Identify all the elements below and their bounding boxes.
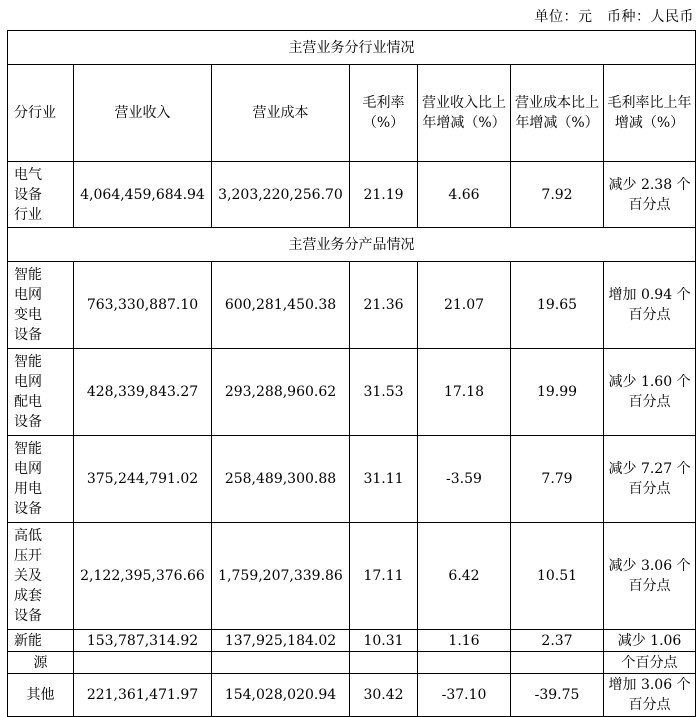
row-margin-change: 个百分点 [604,652,696,674]
row-margin: 30.42 [350,674,418,717]
row-cost: 3,203,220,256.70 [212,162,350,228]
table-row [8,630,696,652]
row-category: 电气设备行业 [8,162,74,228]
empty-cell [350,652,418,674]
row-cost: 258,489,300.88 [212,436,350,523]
section-row-product [8,228,696,262]
table-row [8,436,696,523]
row-category: 智能电网配电设备 [8,349,74,436]
row-cost-change: 19.65 [511,262,604,349]
empty-cell [511,652,604,674]
table-row [8,674,696,717]
row-margin-change: 增加 3.06 个百分点 [604,674,696,717]
row-margin-change: 减少 1.60 个百分点 [604,349,696,436]
row-margin-change: 减少 1.06 [604,630,696,652]
table-row [8,262,696,349]
header-margin-change: 毛利率比上年增减（%） [604,65,696,162]
section-title-industry: 主营业务分行业情况 [8,31,696,65]
row-revenue-change: 4.66 [418,162,511,228]
row-revenue: 375,244,791.02 [74,436,212,523]
row-margin-change: 增加 0.94 个百分点 [604,262,696,349]
table-row-continuation [8,652,696,674]
row-margin: 10.31 [350,630,418,652]
row-revenue: 4,064,459,684.94 [74,162,212,228]
row-revenue-change: -37.10 [418,674,511,717]
row-revenue: 763,330,887.10 [74,262,212,349]
row-cost: 137,925,184.02 [212,630,350,652]
main-business-table [7,30,696,717]
row-cost-change: 19.99 [511,349,604,436]
table-row [8,523,696,630]
row-cost-change: -39.75 [511,674,604,717]
empty-cell [212,652,350,674]
row-revenue: 428,339,843.27 [74,349,212,436]
table-row [8,349,696,436]
row-revenue-change: 17.18 [418,349,511,436]
header-cost-change: 营业成本比上年增减（%） [511,65,604,162]
row-revenue: 2,122,395,376.66 [74,523,212,630]
header-margin: 毛利率（%） [350,65,418,162]
row-margin: 21.19 [350,162,418,228]
row-margin-change: 减少 3.06 个百分点 [604,523,696,630]
table-row [8,162,696,228]
empty-cell [74,652,212,674]
row-cost-change: 7.79 [511,436,604,523]
row-category: 智能电网用电设备 [8,436,74,523]
row-cost: 293,288,960.62 [212,349,350,436]
row-revenue-change: 1.16 [418,630,511,652]
row-revenue: 221,361,471.97 [74,674,212,717]
row-cost-change: 7.92 [511,162,604,228]
row-margin: 31.53 [350,349,418,436]
row-margin: 21.36 [350,262,418,349]
row-category: 智能电网变电设备 [8,262,74,349]
row-revenue: 153,787,314.92 [74,630,212,652]
section-row-industry [8,31,696,65]
row-revenue-change: 21.07 [418,262,511,349]
row-category: 源 [8,652,74,674]
header-category: 分行业 [8,65,74,162]
header-revenue: 营业收入 [74,65,212,162]
row-cost: 600,281,450.38 [212,262,350,349]
row-cost-change: 2.37 [511,630,604,652]
row-margin-change: 减少 7.27 个百分点 [604,436,696,523]
row-category: 新能 [8,630,74,652]
row-margin: 31.11 [350,436,418,523]
row-category: 其他 [8,674,74,717]
row-cost-change: 10.51 [511,523,604,630]
header-row [8,65,696,162]
row-cost: 1,759,207,339.86 [212,523,350,630]
row-cost: 154,028,020.94 [212,674,350,717]
row-revenue-change: -3.59 [418,436,511,523]
row-revenue-change: 6.42 [418,523,511,630]
row-margin-change: 减少 2.38 个百分点 [604,162,696,228]
empty-cell [418,652,511,674]
unit-currency-label: 单位：元 币种：人民币 [534,9,694,25]
header-revenue-change: 营业收入比上年增减（%） [418,65,511,162]
section-title-product: 主营业务分产品情况 [8,228,696,262]
row-margin: 17.11 [350,523,418,630]
header-cost: 营业成本 [212,65,350,162]
row-category: 高低压开关及成套设备 [8,523,74,630]
